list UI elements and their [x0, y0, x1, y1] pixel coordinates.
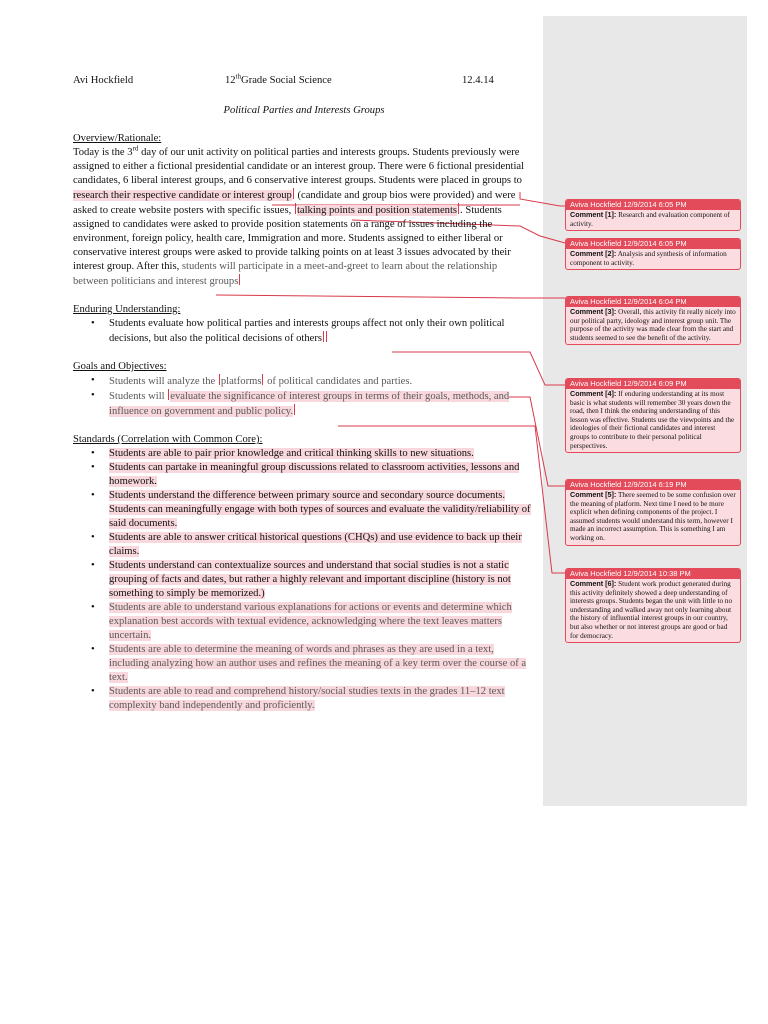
enduring-list: [73, 317, 535, 346]
document-body: [73, 74, 535, 713]
comment-4-header: Aviva Hockfield 12/9/2014 6:09 PM: [566, 379, 740, 389]
overview-heading: Overview/Rationale:: [73, 133, 162, 144]
comment-1-anchor[interactable]: research their respective candidate or interest group: [73, 190, 292, 201]
document-header: [73, 74, 535, 90]
comment-3[interactable]: Aviva Hockfield 12/9/2014 6:04 PM Comment [3]: Overall, this activity fit really nicely into our political party, ideology and interest group unit. The purpose of the activity was made clear from the start and students seemed to see the benefit of the activity.: [565, 296, 741, 345]
comment-5[interactable]: Aviva Hockfield 12/9/2014 6:19 PM Comment [5]: There seemed to be some confusion over the meaning of platform. Next time I need to be more explicit when defining components of the project. I assumed students would understand this term, however I made an incorrect assumption. This is something I am working on.: [565, 479, 741, 546]
comment-5-header: Aviva Hockfield 12/9/2014 6:19 PM: [566, 480, 740, 490]
list-item: • Students can partake in meaningful group discussions related to classroom activities, lessons and homework.: [109, 461, 535, 489]
course-label: 12thGrade Social Science: [225, 72, 332, 86]
list-item: • Students are able to understand various explanations for actions or events and determine which explanation best accords with textual evidence, acknowledging where the text leaves matters uncertain.: [109, 601, 535, 643]
list-item: • Students evaluate how political parties and interests groups affect not only their own political decisions, but also the political decisions of others: [109, 317, 535, 346]
goals-list: [73, 374, 535, 419]
enduring-heading: Enduring Understanding:: [73, 304, 181, 315]
list-item: • Students understand can contextualize sources and understand that social studies is not a static grouping of facts and dates, but rather a highly relevant and important discipline (history is not something to simply be memorized.): [109, 559, 535, 601]
list-item: • Students are able to read and comprehend history/social studies texts in the grades 11–12 text complexity band independently and proficiently.: [109, 685, 535, 713]
overview-paragraph: Today is the 3rd day of our unit activity on political parties and interests groups. Students previously were assigned to either a fictional presidential candidate or an interest group. There were 6 fictional presidential candidates, 6 liberal interest groups, and 6 conservative interest groups. Students were placed in groups to research their respective candidate or interest group (candidate and group bios were provided) and were asked to create website posters with specific issues, talking points and position statements . Students assigned to candidates were asked to provide position statements on a range of issues including the environment, foreign policy, health care, Immigration and more. Students assigned to either liberal or conservative interest groups were asked to provide talking points on at least 3 issues advocated by their interest group. After this, students will participate in a meet-and-greet to learn about the relationship between politicians and interest groups: [73, 144, 525, 287]
comment-2-anchor[interactable]: talking points and position statements: [296, 205, 458, 216]
comment-1[interactable]: Aviva Hockfield 12/9/2014 6:05 PM Comment [1]: Research and evaluation component of activity.: [565, 199, 741, 231]
comment-2-header: Aviva Hockfield 12/9/2014 6:05 PM: [566, 239, 740, 249]
list-item: • Students are able to pair prior knowledge and critical thinking skills to new situations.: [109, 447, 535, 461]
comment-6-header: Aviva Hockfield 12/9/2014 10:38 PM: [566, 569, 740, 579]
document-title: Political Parties and Interests Groups: [223, 105, 385, 116]
comment-3-header: Aviva Hockfield 12/9/2014 6:04 PM: [566, 297, 740, 307]
list-item: • Students are able to answer critical historical questions (CHQs) and use evidence to back up their claims.: [109, 531, 535, 559]
document-date: 12.4.14: [462, 75, 494, 86]
comment-6-anchor[interactable]: evaluate the significance of interest groups in terms of their goals, methods, and influence on government and public policy.: [109, 391, 510, 417]
goals-heading: Goals and Objectives:: [73, 361, 167, 372]
comment-3-anchor[interactable]: students will participate in a meet-and-greet to learn about the relationship between politicians and interest groups: [73, 261, 498, 287]
comment-4[interactable]: Aviva Hockfield 12/9/2014 6:09 PM Comment [4]: If enduring understanding at its most basic is what students will remember 30 years down the road, then I think the enduring understanding of this lesson was effective. Students use the viewpoints and the ideologies of their fictional candidates and interest groups to contribute to their personal political perspectives.: [565, 378, 741, 453]
comment-2[interactable]: Aviva Hockfield 12/9/2014 6:05 PM Comment [2]: Analysis and synthesis of information component to activity.: [565, 238, 741, 270]
list-item: • Students will evaluate the significance of interest groups in terms of their goals, methods, and influence on government and public policy.: [109, 389, 535, 419]
list-item: • Students understand the difference between primary source and secondary source documents. Students can meaningfully engage with both types of sources and evaluate the validity/reliability of said documents.: [109, 489, 535, 531]
author-name: Avi Hockfield: [73, 75, 134, 86]
list-item: • Students will analyze the platforms of political candidates and parties.: [109, 374, 535, 389]
list-item: • Students are able to determine the meaning of words and phrases as they are used in a text, including analyzing how an author uses and refines the meaning of a key term over the course of a text.: [109, 643, 535, 685]
comment-1-header: Aviva Hockfield 12/9/2014 6:05 PM: [566, 200, 740, 210]
standards-heading: Standards (Correlation with Common Core):: [73, 434, 263, 445]
comment-6[interactable]: Aviva Hockfield 12/9/2014 10:38 PM Comment [6]: Student work product generated during this activity definitely showed a deep understanding of interests groups. Students began the unit with little to no understanding and walked away not only learning about the history of influential interest groups in our country, but also whether or not interest groups are good or bad for democracy.: [565, 568, 741, 643]
standards-list: [73, 447, 535, 713]
comment-5-anchor[interactable]: platforms: [220, 376, 262, 387]
